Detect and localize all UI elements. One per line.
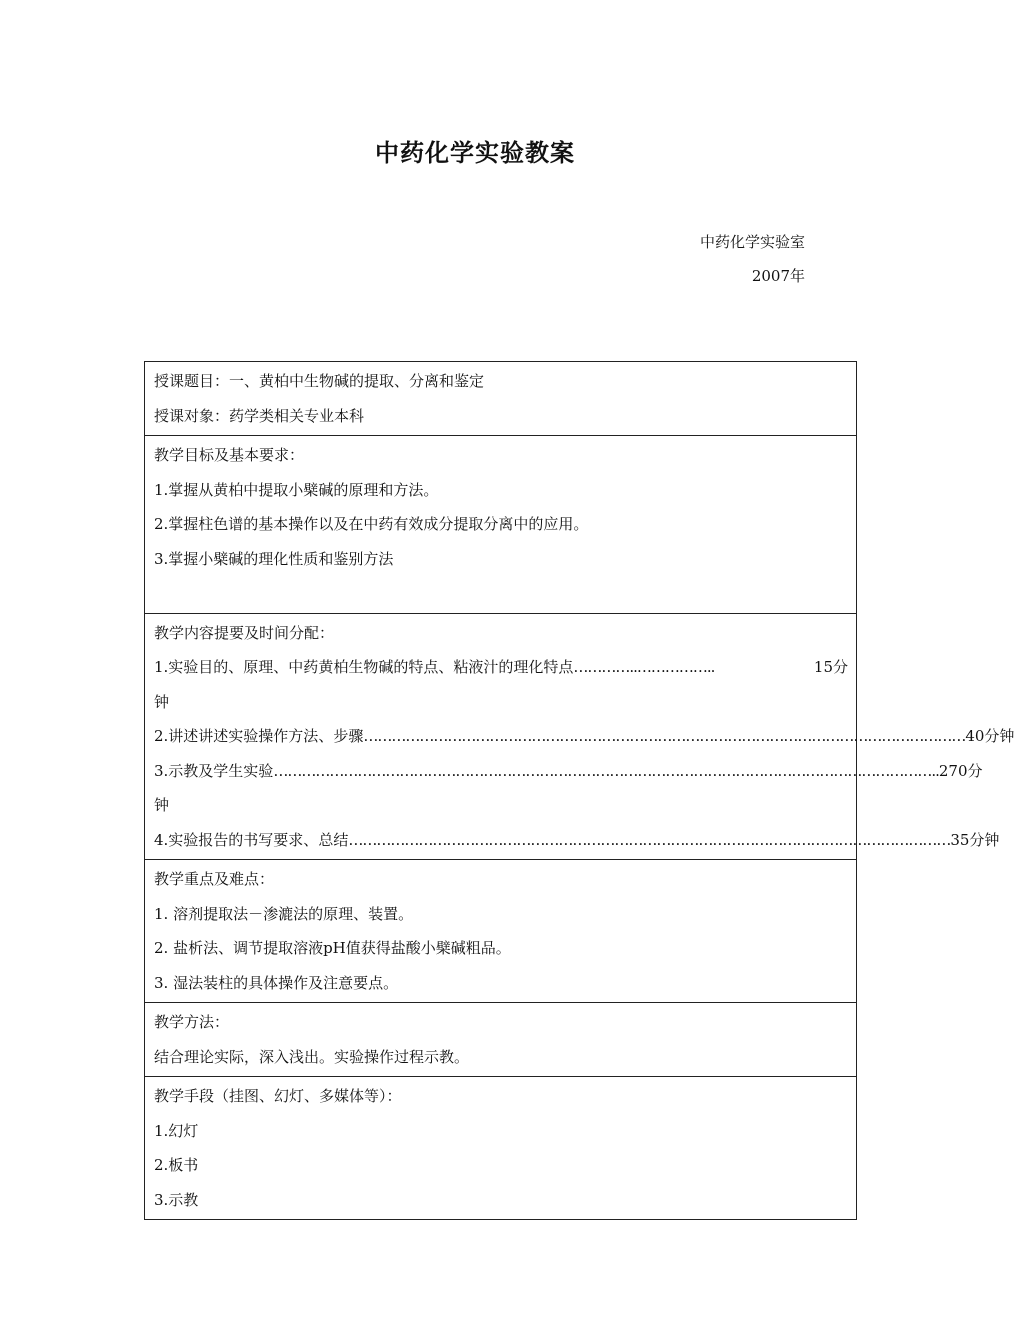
content-item-time: 270分 [938, 761, 983, 780]
lab-name: 中药化学实验室 [699, 233, 805, 251]
means-item: 3.示教 [154, 1190, 199, 1209]
course-topic: 授课题目：一、黄柏中生物碱的提取、分离和鉴定 [154, 372, 485, 390]
content-item [154, 719, 1014, 754]
key-points-section [145, 860, 856, 1003]
dot-leader: ………………………………………………………………………………………………………………… [363, 727, 966, 745]
course-info-section [145, 362, 856, 436]
objective-item: 2.掌握柱色谱的基本操作以及在中药有效成分提取分离中的应用。 [154, 515, 589, 533]
content-item [154, 754, 983, 789]
methods-section [145, 1003, 856, 1077]
dot-leader: …………………………………………………………………………………………………………………………….. [273, 761, 939, 780]
content-item-time-continuation: 钟 [154, 692, 170, 711]
content-section [145, 614, 1014, 861]
content-item-time: 35分钟 [950, 830, 1000, 849]
key-points-heading: 教学重点及难点： [154, 870, 275, 888]
content-item-label: 4.实验报告的书写要求、总结 [154, 830, 349, 849]
methods-heading: 教学方法： [154, 1013, 230, 1031]
objective-item: 1.掌握从黄柏中提取小檗碱的原理和方法。 [154, 480, 439, 499]
means-heading: 教学手段（挂图、幻灯、多媒体等）： [154, 1087, 402, 1105]
content-item-label: 3.示教及学生实验 [154, 761, 274, 780]
means-section [145, 1077, 856, 1219]
dot-leader: ………………………………………………………………………………………………………………… [348, 830, 951, 849]
content-item [154, 823, 1000, 858]
content-heading: 教学内容提要及时间分配： [154, 623, 335, 642]
document-year: 2007年 [751, 267, 805, 285]
blank-line [154, 576, 856, 611]
objectives-section [145, 436, 856, 614]
course-audience: 授课对象：药学类相关专业本科 [154, 406, 365, 425]
lesson-plan-table [144, 361, 1014, 1220]
means-item: 1.幻灯 [154, 1121, 199, 1140]
methods-text: 结合理论实际，深入浅出。实验操作过程示教。 [154, 1047, 470, 1066]
content-item-time: 40分钟 [965, 727, 1014, 745]
document-header-info [700, 225, 805, 293]
dot-leader: …………..…………….. [573, 658, 715, 676]
key-point-item: 1. 溶剂提取法－渗漉法的原理、装置。 [154, 904, 414, 923]
key-point-item: 2. 盐析法、调节提取溶液pH值获得盐酸小檗碱粗品。 [154, 939, 511, 957]
content-item-label: 1.实验目的、原理、中药黄柏生物碱的特点、粘液汁的理化特点 [154, 658, 574, 676]
content-item [154, 650, 856, 685]
means-item: 2.板书 [154, 1156, 199, 1174]
content-item-label: 2.讲述讲述实验操作方法、步骤 [154, 727, 364, 745]
objective-item: 3.掌握小檗碱的理化性质和鉴别方法 [154, 549, 394, 568]
objectives-heading: 教学目标及基本要求： [154, 446, 305, 464]
content-item-time-continuation: 钟 [154, 796, 170, 814]
document-title: 中药化学实验教案 [375, 139, 575, 167]
content-item-time: 15分 [813, 658, 848, 676]
key-point-item: 3. 湿法装柱的具体操作及注意要点。 [154, 973, 399, 992]
